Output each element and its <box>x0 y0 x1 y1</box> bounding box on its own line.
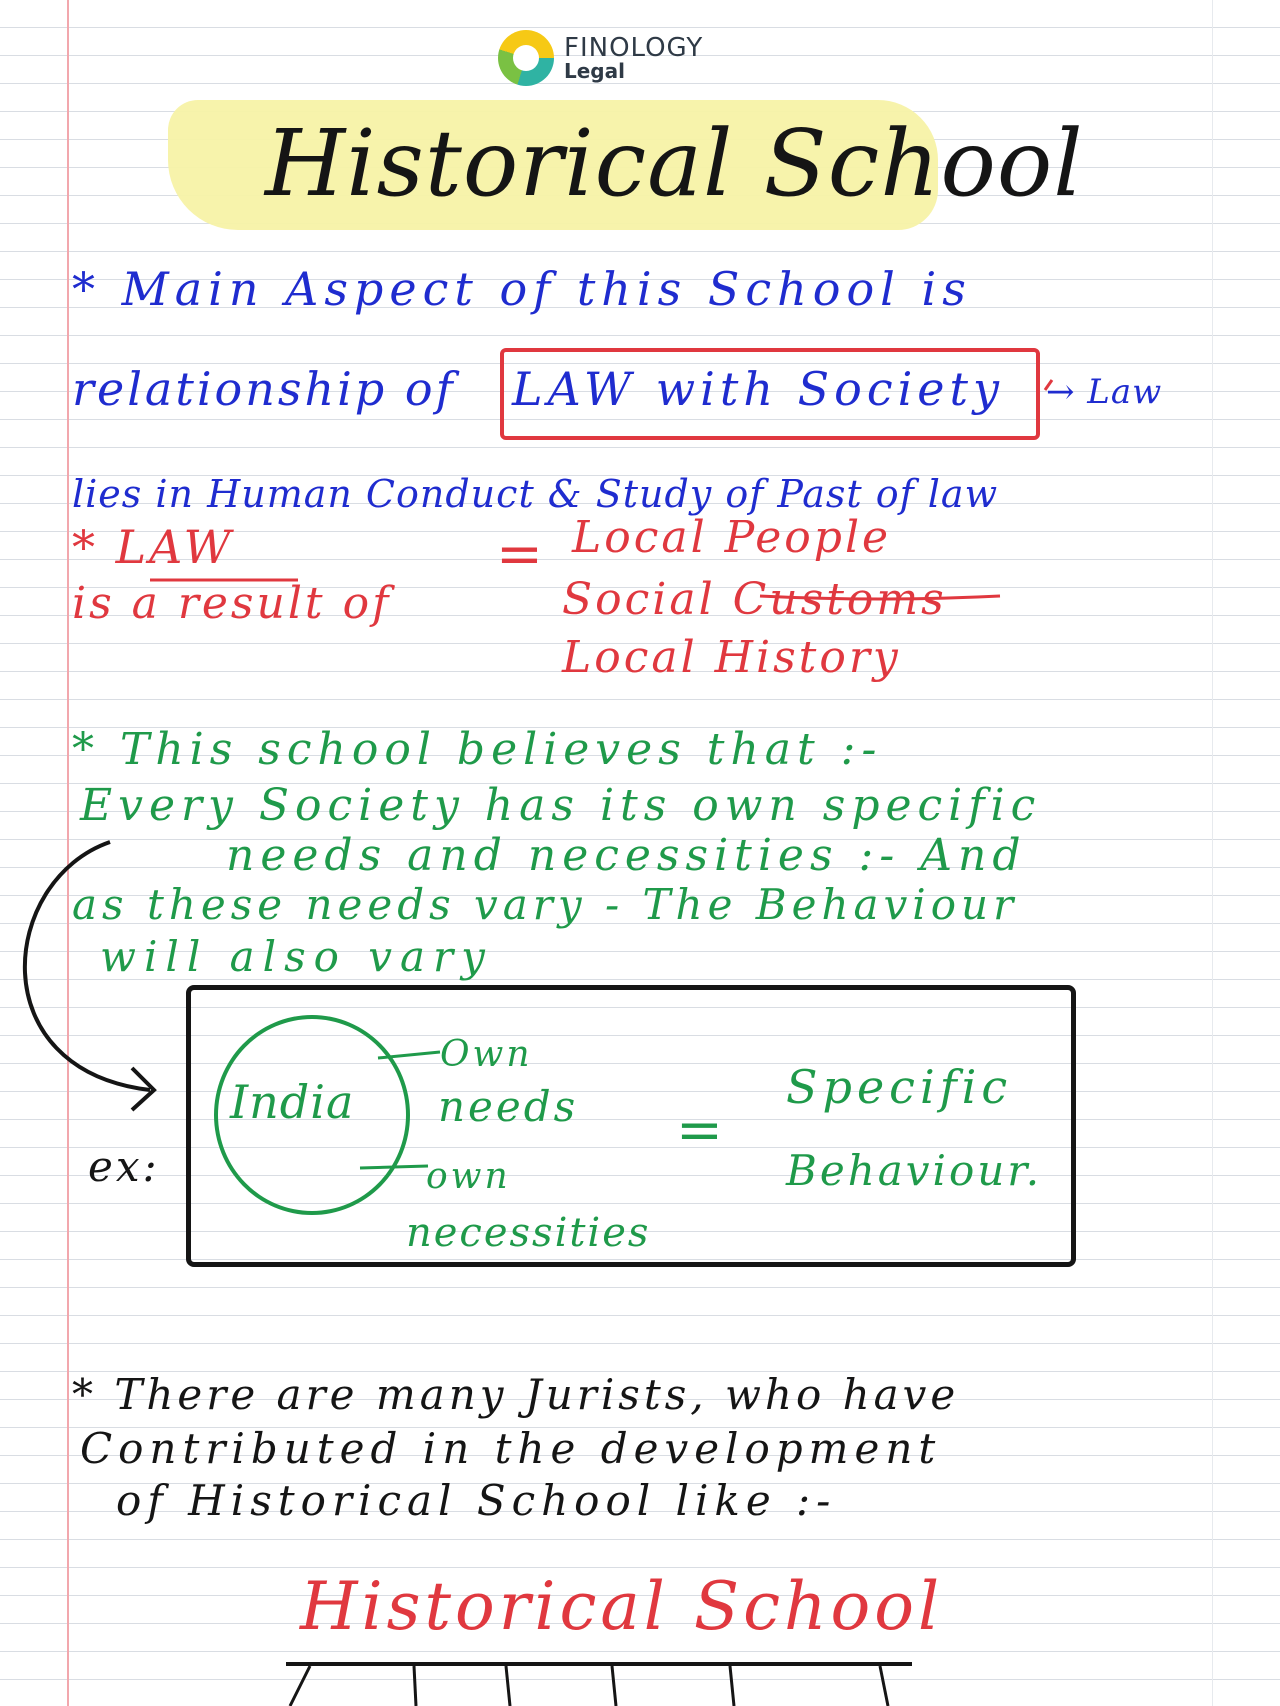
logo-line-2: Legal <box>564 59 625 83</box>
example-equals: = <box>676 1098 726 1163</box>
note-local-people: Local People <box>572 512 892 563</box>
note-historical-like: of Historical School like :- <box>116 1476 837 1525</box>
note-every-society: Every Society has its own specific <box>80 780 1042 831</box>
note-social-customs: Social Customs <box>562 574 947 625</box>
footer-tree-branch-6 <box>880 1666 888 1706</box>
example-specific: Specific <box>786 1060 1013 1114</box>
note-law-arrow: → Law <box>1046 372 1163 412</box>
example-own-2: own <box>426 1156 511 1197</box>
customs-underline <box>760 596 1000 599</box>
footer-tree-branch-5 <box>730 1666 734 1706</box>
example-label: ex: <box>88 1142 160 1191</box>
note-school-believes: * This school believes that :- <box>72 724 883 775</box>
footer-title: Historical School <box>300 1568 944 1645</box>
footer-tree-branch-3 <box>506 1666 510 1706</box>
footer-tree-branch-2 <box>414 1666 416 1706</box>
page-title: Historical School <box>265 110 1084 217</box>
example-needs: needs <box>438 1082 579 1131</box>
example-behaviour: Behaviour. <box>786 1146 1043 1195</box>
footer-tree-branch-4 <box>612 1666 616 1706</box>
note-jurists: * There are many Jurists, who have <box>72 1370 960 1419</box>
footer-tree-branch-1 <box>290 1666 310 1706</box>
example-necessities: necessities <box>406 1210 651 1256</box>
note-equals: = <box>496 522 546 587</box>
example-arrow <box>25 842 150 1090</box>
note-law-star: * LAW <box>72 520 234 574</box>
connector-own-needs <box>378 1052 440 1058</box>
note-human-conduct: lies in Human Conduct & Study of Past of law <box>72 472 999 516</box>
note-contributed: Contributed in the development <box>80 1424 942 1473</box>
note-law-with-society: LAW with Society <box>512 362 1005 416</box>
note-needs-vary: as these needs vary - The Behaviour <box>72 880 1019 929</box>
example-india: India <box>230 1075 355 1129</box>
note-needs-necessities: needs and necessities :- And <box>226 830 1027 881</box>
note-relationship: relationship of <box>72 362 456 416</box>
note-main-aspect: * Main Aspect of this School is <box>72 262 972 316</box>
note-local-history: Local History <box>562 632 901 683</box>
note-behaviour-vary: will also vary <box>100 932 493 981</box>
note-result-of: is a result of <box>72 578 392 629</box>
law-connector <box>1045 380 1052 390</box>
connector-own-necessities <box>360 1166 428 1168</box>
example-own-1: Own <box>440 1034 533 1075</box>
logo-line-1: FINOLOGY <box>564 33 704 63</box>
